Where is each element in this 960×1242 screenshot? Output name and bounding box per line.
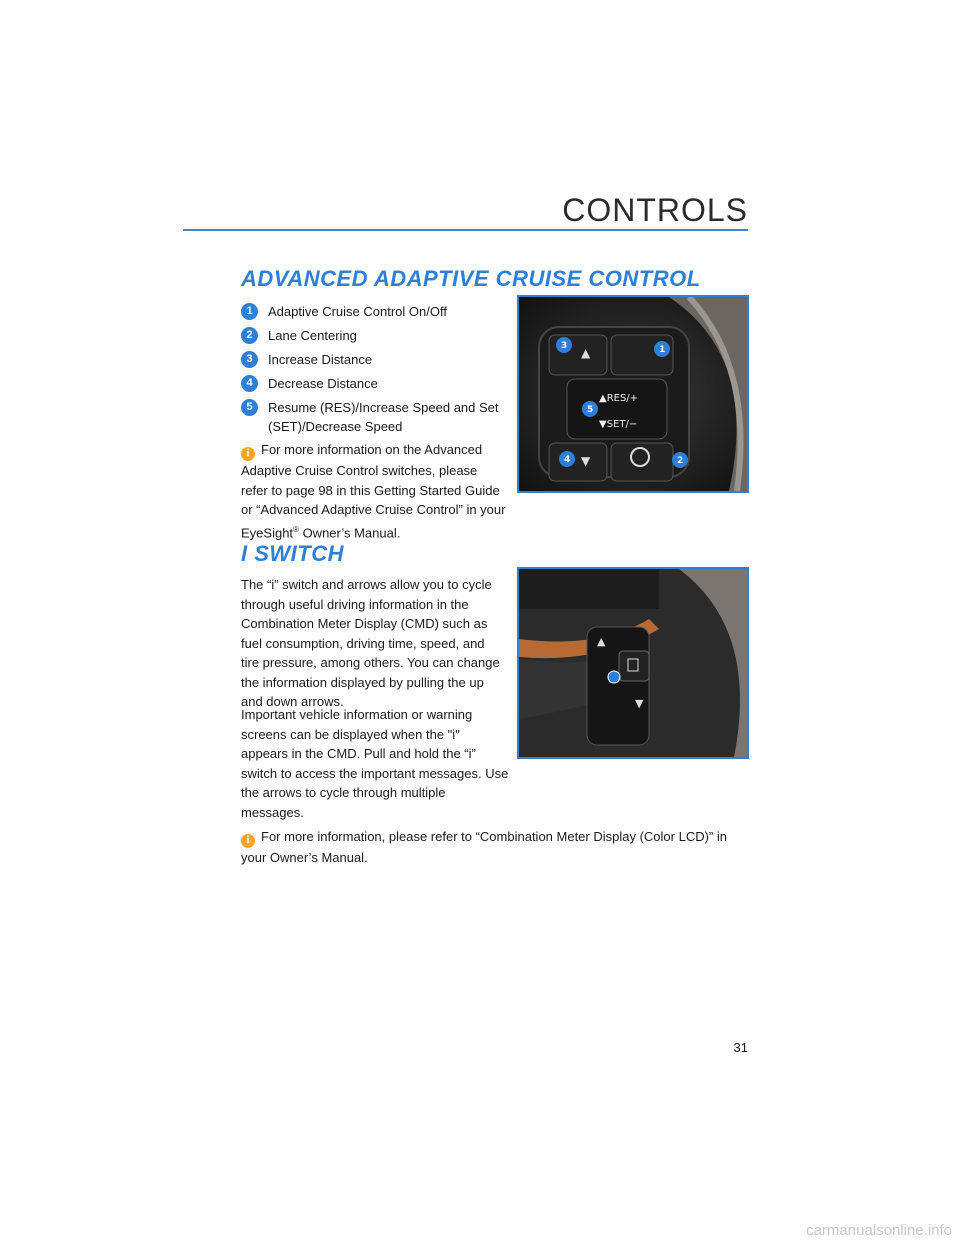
list-item xyxy=(241,302,511,321)
iswitch-info-note xyxy=(241,827,749,868)
list-item xyxy=(241,398,511,436)
info-icon: i xyxy=(241,834,255,848)
number-badge: 5 xyxy=(241,399,258,416)
number-badge: 3 xyxy=(241,351,258,368)
section-title: CONTROLS xyxy=(562,192,748,228)
list-item-label: Lane Centering xyxy=(268,328,357,343)
info-icon: i xyxy=(241,447,255,461)
number-badge: 4 xyxy=(241,375,258,392)
svg-text:1: 1 xyxy=(659,345,666,355)
svg-text:▼: ▼ xyxy=(581,454,591,468)
res-label: ▲RES/+ xyxy=(599,393,639,404)
acc-note-text: For more information on the Advanced Adaptive Cruise Control switches, please refer to page 98 in this Getting Started Guide or “Advanced Adaptive Cruise Control” in your EyeSight xyxy=(241,442,506,540)
list-item-label: Decrease Distance xyxy=(268,376,378,391)
watermark: carmanualsonline.info xyxy=(806,1222,952,1239)
registered-mark: ® xyxy=(293,524,299,534)
section-rule xyxy=(183,229,748,231)
list-item-label: Increase Distance xyxy=(268,352,373,367)
number-badge: 2 xyxy=(241,327,258,344)
iswitch-paragraph-2: Important vehicle information or warning screens can be displayed when the "i" appears in the CMD. Pull and hold the “i” switch to access the important messages. Use the arrows to cycle through multiple messages. xyxy=(241,707,509,820)
svg-text:▲: ▲ xyxy=(597,635,606,648)
page-number: 31 xyxy=(733,1040,748,1055)
iswitch-photo xyxy=(517,567,749,759)
svg-text:3: 3 xyxy=(561,341,568,351)
steering-wheel-illustration xyxy=(519,297,747,491)
list-item xyxy=(241,350,511,369)
list-item xyxy=(241,374,511,393)
svg-text:2: 2 xyxy=(677,456,684,466)
set-label: ▼SET/− xyxy=(599,419,638,430)
svg-text:▲: ▲ xyxy=(581,346,591,360)
acc-switches-photo xyxy=(517,295,749,493)
acc-info-note xyxy=(241,440,506,542)
list-item-label: Resume (RES)/Increase Speed and Set (SET)/Decrease Speed xyxy=(268,400,499,434)
acc-heading: ADVANCED ADAPTIVE CRUISE CONTROL xyxy=(241,266,701,291)
iswitch-heading: I SWITCH xyxy=(241,541,344,566)
svg-text:4: 4 xyxy=(564,455,571,465)
iswitch-note-text: For more information, please refer to “Combination Meter Display (Color LCD)” in your Owner’s Manual. xyxy=(241,829,727,865)
acc-feature-list xyxy=(241,302,511,441)
svg-text:▼: ▼ xyxy=(635,697,644,710)
list-item xyxy=(241,326,511,345)
list-item-label: Adaptive Cruise Control On/Off xyxy=(268,304,447,319)
iswitch-paragraph-1: The “i” switch and arrows allow you to cycle through useful driving information in the Combination Meter Display (CMD) such as fuel consumption, driving time, speed, and tire pressure, among others. You can change the information displayed by pulling the up and down arrows. xyxy=(241,577,500,709)
acc-note-text-end: Owner’s Manual. xyxy=(298,524,401,540)
i-switch-illustration xyxy=(519,569,747,757)
number-badge: 1 xyxy=(241,303,258,320)
svg-text:5: 5 xyxy=(587,405,594,415)
